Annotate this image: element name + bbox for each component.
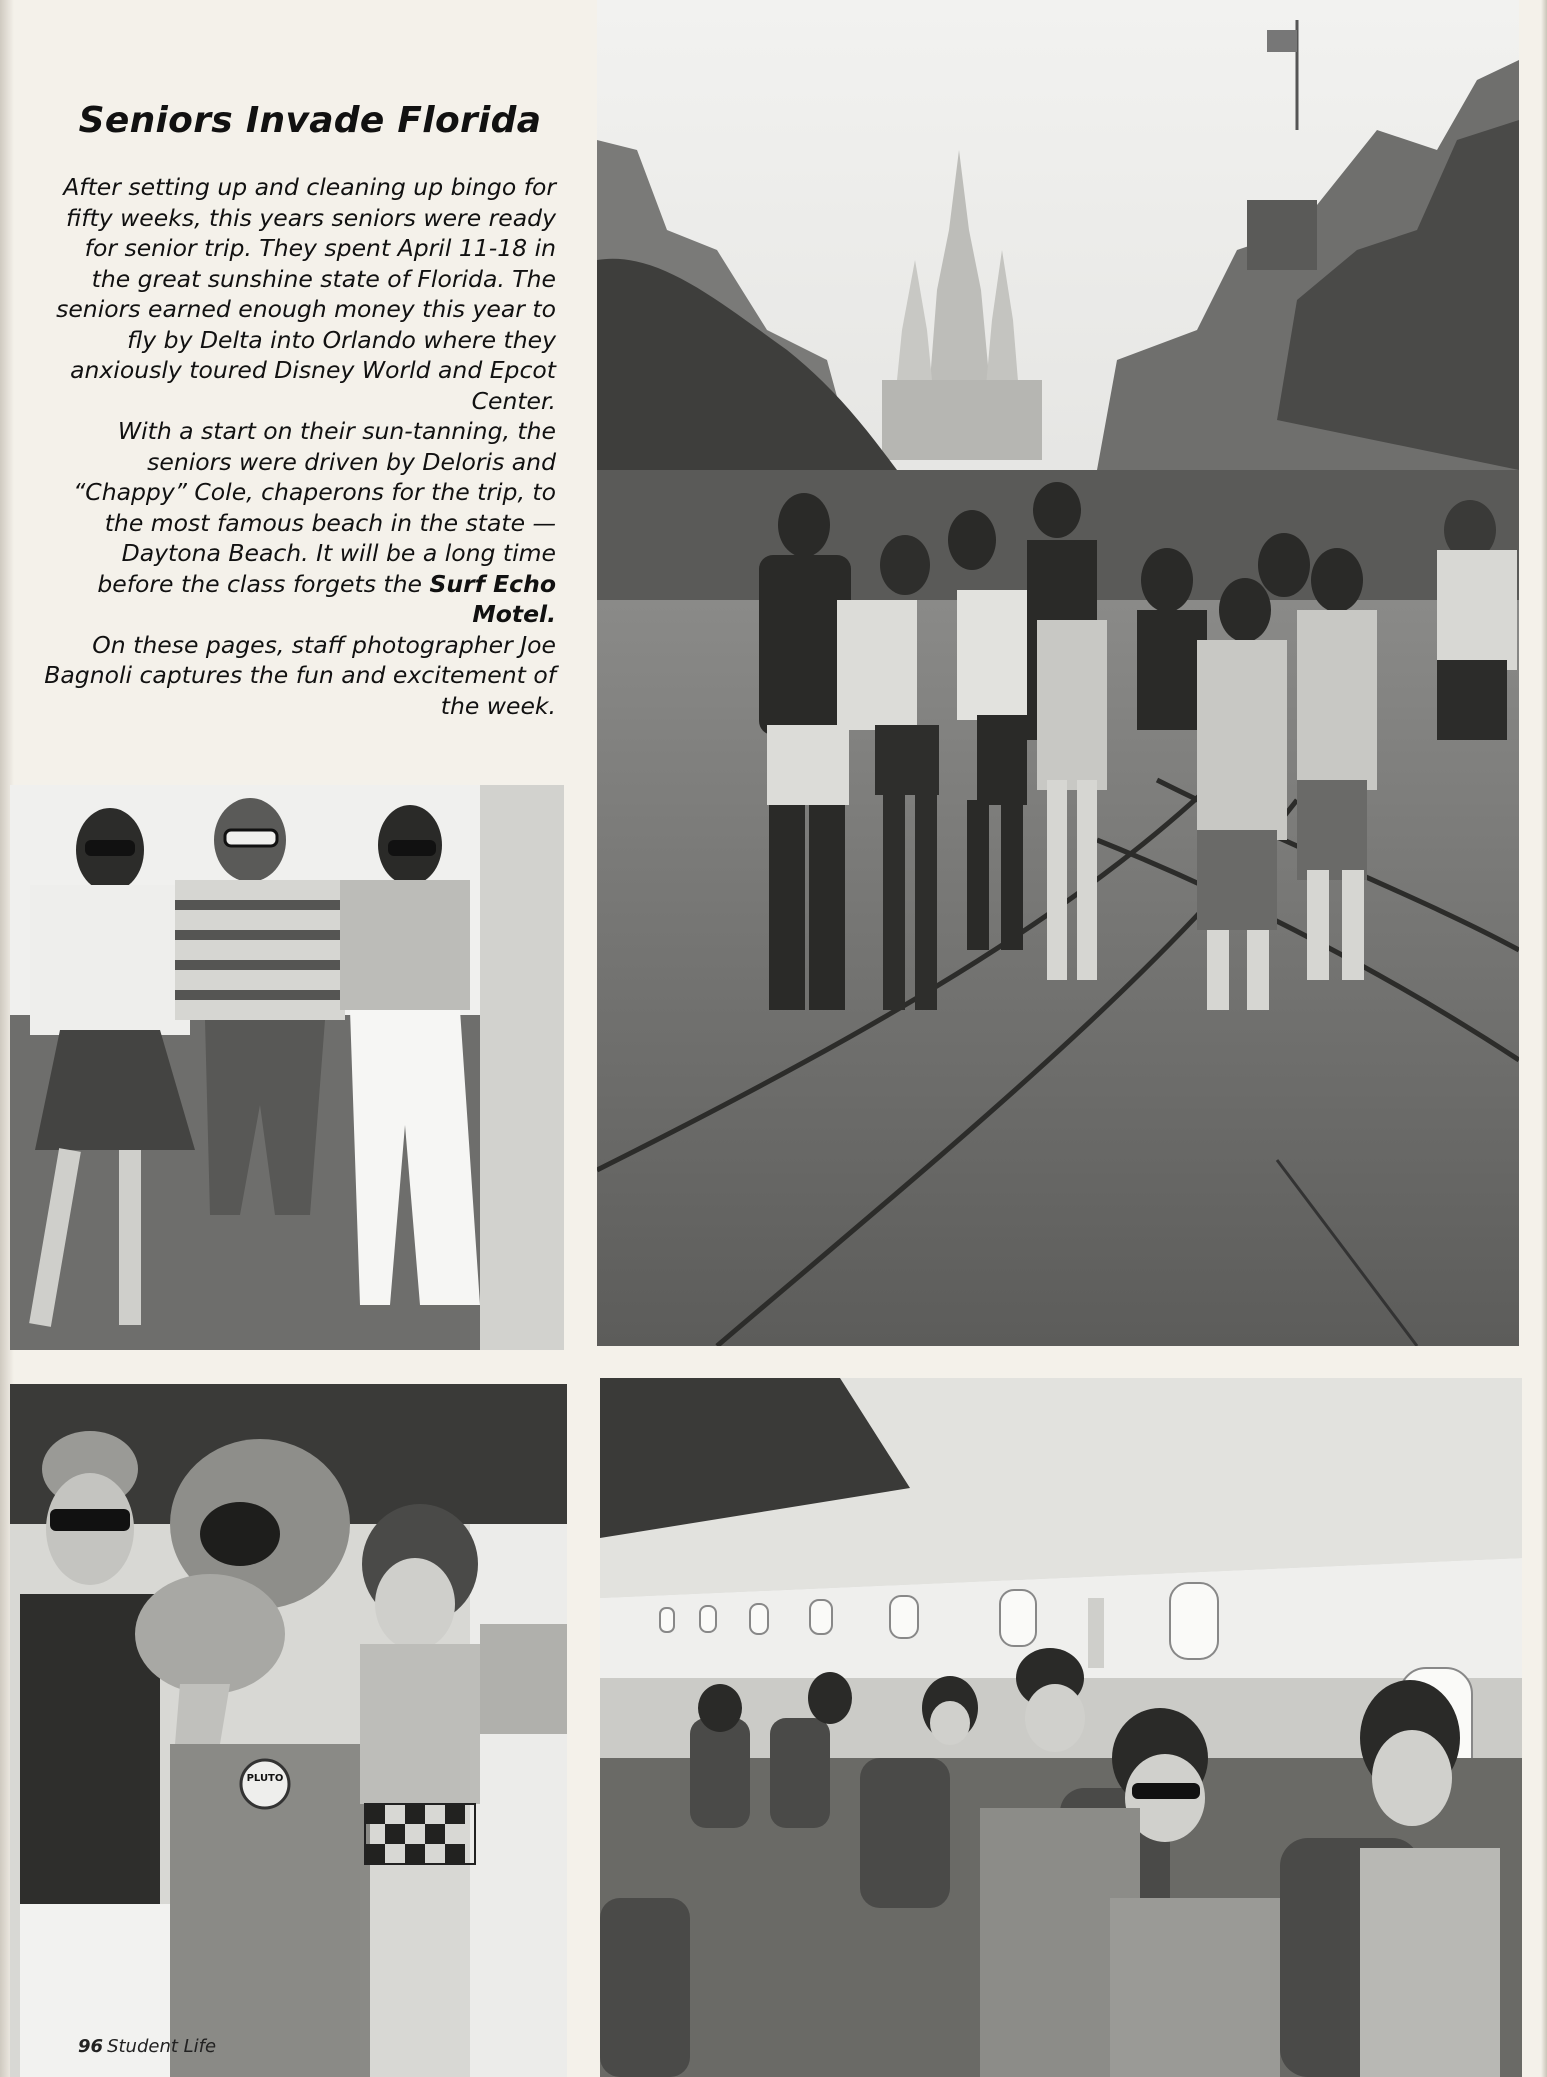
pluto-badge-text: PLUTO [246, 1773, 284, 1784]
page-number: 96 [78, 2036, 104, 2057]
section-name: Student Life [107, 2036, 217, 2057]
article-headline: Seniors Invade Florida [78, 100, 542, 141]
article-paragraph-2-text: With a start on their sun-tanning, the seniors were driven by Deloris and “Chappy” Cole, chaperons for the trip, to the most famous beach in the state — Daytona Beach. It will be a long time before the class forgets the [73, 417, 556, 598]
page-folio [78, 2036, 216, 2057]
article-paragraph-1: After setting up and cleaning up bingo for fifty weeks, this years seniors were ready for senior trip. They spent April 11-18 in the great sunshine state of Florida. The seniors earned enough money this year to fly by Delta into Orlando where they anxiously toured Disney World and Epcot Center. [56, 173, 556, 415]
photo-three-girls-image [10, 785, 564, 1350]
article-paragraph-3: On these pages, staff photographer Joe Bagnoli captures the fun and excitement of the week. [44, 630, 556, 720]
photo-airplane-cabin [600, 1378, 1522, 2077]
photo-pluto-image [10, 1384, 567, 2077]
photo-pluto [10, 1384, 567, 2077]
motel-name: Surf Echo Motel. [429, 569, 556, 628]
article-body [40, 172, 556, 721]
photo-castle-group [597, 0, 1519, 1346]
page-edge-shadow [1541, 0, 1547, 2077]
photo-three-girls [10, 785, 564, 1350]
article-paragraph-2 [40, 416, 556, 630]
photo-airplane-cabin-image [600, 1378, 1522, 2077]
photo-castle-group-image [597, 0, 1519, 1346]
